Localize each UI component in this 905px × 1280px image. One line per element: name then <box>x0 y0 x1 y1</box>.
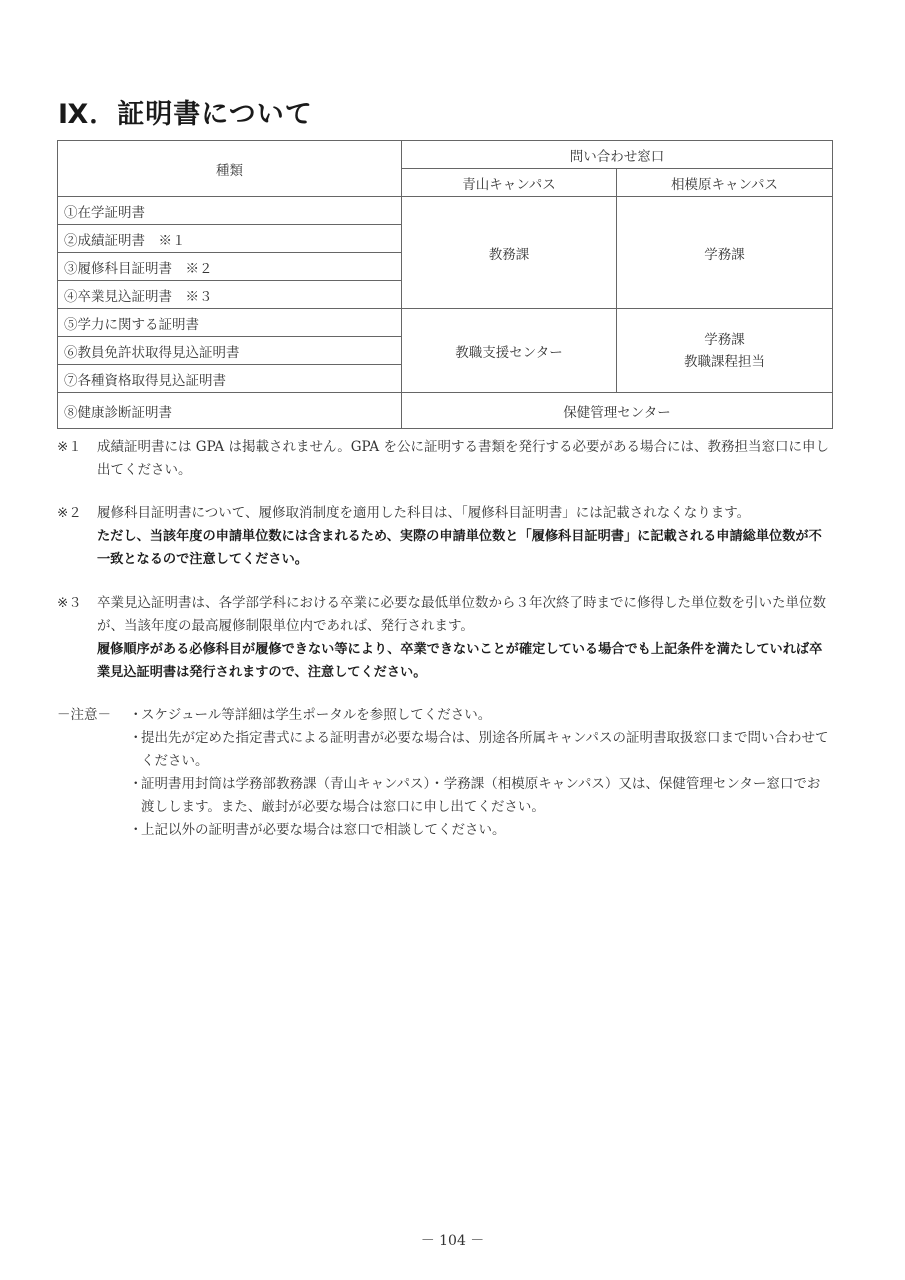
list-item <box>129 773 832 819</box>
caution-text: 上記以外の証明書が必要な場合は窓口で相談してください。 <box>141 822 506 838</box>
caution-section <box>57 704 832 842</box>
note-1 <box>57 436 832 482</box>
caution-label: －注意－ <box>57 707 111 723</box>
bullet: ・ <box>129 776 143 792</box>
header-sagamihara: 相模原キャンパス <box>617 169 833 197</box>
caution-list <box>57 704 832 842</box>
list-item <box>129 727 832 773</box>
note-text: 成績証明書には GPA は掲載されません。GPA を公に証明する書類を発行する必要がある場合には、教務担当窓口に申し出てください。 <box>97 439 829 478</box>
table-row-label: ①在学証明書 <box>58 197 402 225</box>
list-item <box>129 704 832 727</box>
note-emphasis: 履修順序がある必修科目が履修できない等により、卒業できないことが確定している場合でも上記条件を満たしていれば卒業見込証明書は発行されますので、注意してください。 <box>97 642 823 680</box>
header-aoyama: 青山キャンパス <box>402 169 617 197</box>
note-text: 履修科目証明書について、履修取消制度を適用した科目は、「履修科目証明書」には記載されなくなります。 <box>97 505 751 521</box>
group1-aoyama: 教務課 <box>402 197 617 309</box>
note-emphasis: ただし、当該年度の申請単位数には含まれるため、実際の申請単位数と「履修科目証明書」に記載される申請総単位数が不一致となるので注意してください。 <box>97 529 822 567</box>
table-row-label: ⑤学力に関する証明書 <box>58 309 402 337</box>
group2-aoyama: 教職支援センター <box>402 309 617 393</box>
caution-text: 証明書用封筒は学務部教務課（青山キャンパス）・学務課（相模原キャンパス）又は、保健管理センター窓口でお渡しします。また、厳封が必要な場合は窓口に申し出てください。 <box>141 776 821 815</box>
bullet: ・ <box>129 707 143 723</box>
table-row-label: ③履修科目証明書 ※２ <box>58 253 402 281</box>
caution-text: 提出先が定めた指定書式による証明書が必要な場合は、別途各所属キャンパスの証明書取扱窓口まで問い合わせてください。 <box>141 730 829 769</box>
note-3 <box>57 592 832 684</box>
group3-both: 保健管理センター <box>402 393 833 429</box>
table-row-label: ⑥教員免許状取得見込証明書 <box>58 337 402 365</box>
bullet: ・ <box>129 730 143 746</box>
header-contact: 問い合わせ窓口 <box>402 141 833 169</box>
note-mark: ※１ <box>57 439 82 455</box>
table-row-label: ⑧健康診断証明書 <box>58 393 402 429</box>
group2-sagamihara-line2: 教職課程担当 <box>684 353 765 370</box>
table-row-label: ②成績証明書 ※１ <box>58 225 402 253</box>
certificate-table <box>57 140 833 429</box>
list-item <box>129 819 832 842</box>
header-type: 種類 <box>58 141 402 197</box>
group1-sagamihara: 学務課 <box>617 197 833 309</box>
page-number: － 104 － <box>420 1233 485 1249</box>
group2-sagamihara-line1: 学務課 <box>704 331 745 348</box>
note-mark: ※３ <box>57 595 82 611</box>
page-title: Ⅸ．証明書について <box>58 99 313 130</box>
caution-text: スケジュール等詳細は学生ポータルを参照してください。 <box>141 707 492 723</box>
table-row-label: ⑦各種資格取得見込証明書 <box>58 365 402 393</box>
note-2 <box>57 502 832 571</box>
bullet: ・ <box>129 822 143 838</box>
note-mark: ※２ <box>57 505 82 521</box>
note-text: 卒業見込証明書は、各学部学科における卒業に必要な最低単位数から３年次終了時までに修得した単位数を引いた単位数が、当該年度の最高履修制限単位内であれば、発行されます。 <box>97 595 826 634</box>
group2-sagamihara <box>617 309 833 393</box>
table-row-label: ④卒業見込証明書 ※３ <box>58 281 402 309</box>
